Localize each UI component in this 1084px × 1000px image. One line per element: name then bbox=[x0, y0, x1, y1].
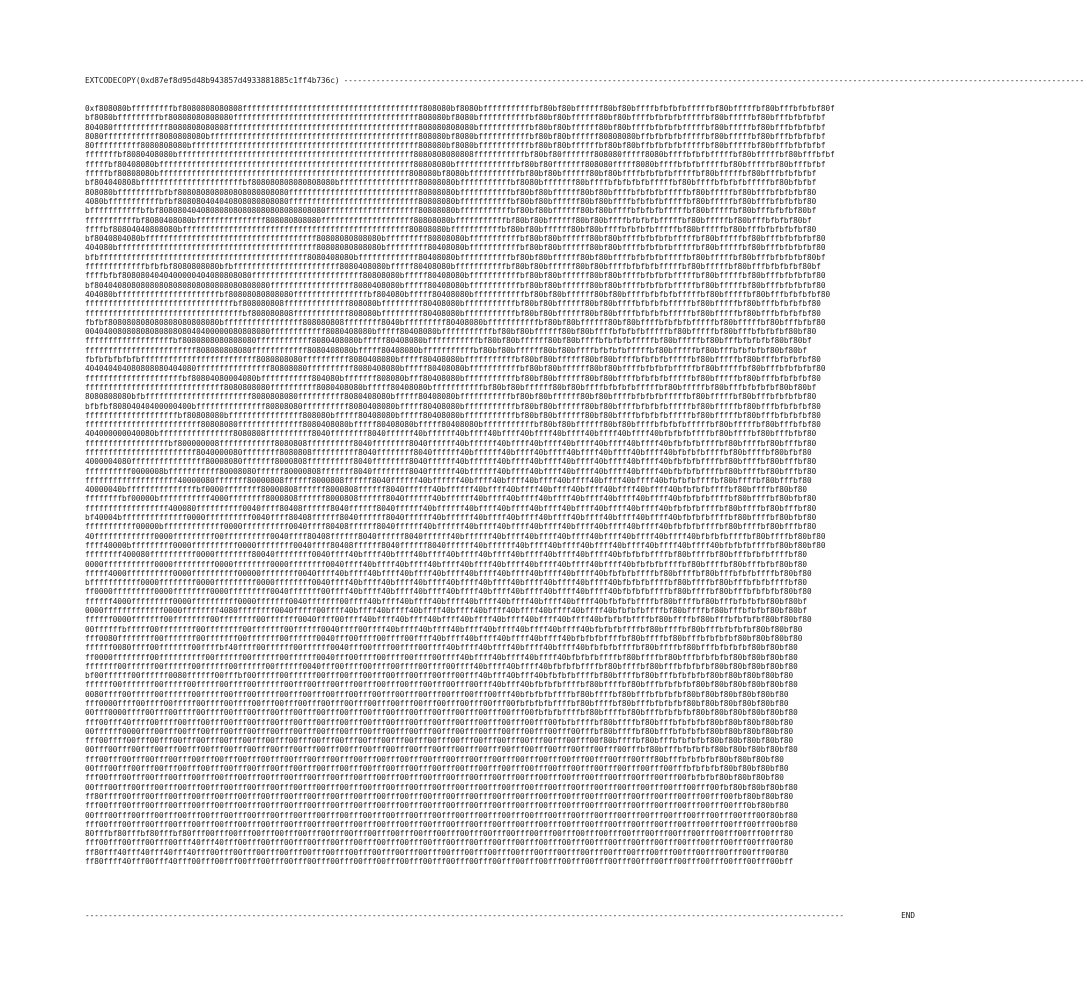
hex-line: ffffbf80804040808080bfffffffffffffffffffffffffffffffffffffffffffffffff80808080bfffffffffffbf80bf80bffffff80bf80bffffbfbfbfbfffffbf80bfffffbf80bfffbfbfbfbfbf80 bbox=[85, 224, 817, 234]
hex-line: fffffffffff00000bfffffffffffff0000ffffffffff0040ffff80408ffffff8040ffffff40bffffff40bffff40bffff40bffff40bffff40bffff40bffff40bfbfbfbffffbf80bffffbf80bfffbf80 bbox=[85, 522, 817, 532]
hex-line: 80ffffffffff8080808080bfffffffffffffffffffffffffffffffffffffffffffffffff808080bf8080bfffffffffffbf80bf80bffffffbf80bf80bffbfbfbfbfffffbf80bfffffbf80bfffbfbfbfbf bbox=[85, 141, 826, 151]
hex-line: ffffff4000fffffffff0000ffffffffff0000fffffff0040fffffff00ffff40bffff40bffff40bffff40bffff40bffff40bffff40bffff40bfbfbfbffffbf80bffffbf80bfffbfbfbfbf80bf80bf bbox=[85, 596, 808, 606]
hex-line: 0xf808080bfffffffffbf8080808080808fffffffffffffffffffffffffffffffffffffff808080bf8080bfffffffffffbf80bf80bffffff80bf80bffffbfbfbfbfffffbf80bfffffbf80bfffbfbfbf80f bbox=[85, 104, 835, 113]
end-label: END bbox=[901, 911, 915, 920]
hex-line: bfbfffffffffffffffffffffffffffffffffffffffffffff8080408080bfffffffffffff80408080bfffffffffffbf80bf80bffffff80bf80bffffbfbfbfbfffffbf80bfffffbf80bfffbfbfbfbf80bf bbox=[85, 252, 826, 262]
hex-line: bf80404080808080808080808080808080808080ffffffffffffffffff8080408080bfffff80408080bfffffffffffbf80bf80bffffff80bf80bffffbfbfbfbfffffbf80bfffffbf80bfffbfbfbfbf80 bbox=[85, 280, 826, 290]
hex-line: 8080ffffffffffff8080808080bfffffffffffffffffffffffffffffffffffffffffffff808080bf8080bfffffffffffbf80bf80bffffff80808080bffbfbfbfbfffffbf80bfffffbf80bfffbfbfbfbf bbox=[85, 131, 826, 141]
hex-line: bfffffffffffbfbf808080404080808080808080808080808080ffffffffffffffffffff80808080bfffffffffffbf80bf80bffffff80bf80bffffbfbfbfbfffffbf80bfffffbf80bfffbfbfbf80bf bbox=[85, 206, 817, 216]
hex-line: ffffffffff0000008bfffffffffff80008080ffffff80000808fffffff8040ffffffff8040ffffff40bffffff40bffff40bffff40bffff40bffff40bffff40bfbfbfbffffbf80bffffbf80bfffbf80 bbox=[85, 466, 817, 476]
hex-line: bfffffffffff0000ffffffff0000fffffffff0000ffffffff0040ffff40bffff40bffff40bffff40bffff40bffff40bffff40bffff40bffff40bfbfbfbffffbf80bffffbf80bfffbfbfbffffbf80 bbox=[85, 578, 808, 588]
hex-line: fbfbfbfbfbfbfffffffffffffffffffffffff8080808080ffffffffff8080408080bfffff80408080bfffffffffffbf80bf80bffffff80bf80bffffbfbfbfbfffffbf80bfffffbf80bfffbfbfbfbf80 bbox=[85, 355, 821, 365]
hex-line: fff00fff00fff00fff00fff00fff00fff00fff00fff00fff00fff00fff00fff00fff00fff00fff00fff00fff00fff00fff00fff00fff00fff00fff00fff00fff00fbfbfbf80bf80bf80bf80 bbox=[85, 773, 784, 783]
header-rule: ---------------------------------------------------------------------------------------------------------------------------------------------------------------- bbox=[343, 76, 1084, 85]
hex-line: 40000040bfffffffffffffffbf0000ffffffff80000808ffffff8000808ffffff8040ffffff40bffffff40bffff40bffff40bffff40bffff40bffff40bffff40bfbfbfbffffbf80bffffbf80bf80 bbox=[85, 485, 808, 495]
hex-line: fff0000ffff00ffff00fffff00ffff00ffff00fff00fff00fff00fff00fff00fff00fff00fff00fff00fff00fff00fbfbfbfbffffbf80bffffbf80bfffbfbfbfbf80bf80bf80bf80bf80bf80 bbox=[85, 699, 789, 708]
hex-line: 4000004080ffffffffffffffff80008080fffffff8000808ffffffffff8040ffffffff8040ffffff40bffffff40bffff40bffff40bffff40bffff40bffff40bfbfbfbffffbf80bffffbf80bfffbf80 bbox=[85, 457, 817, 467]
hex-line: fffffffffffffffffffbf8080808080808080ffffffffffff8080408080bfffff80408080bfffffffffffbf80bf80bffffff80bf80bffffbfbfbfbfffffbf80bfffffbf80bfffbfbfbfbf80bf80bf bbox=[85, 336, 812, 346]
hex-line: fffff4000ffffffffff0000ffffffffff00000ffffffff0040ffff40bffff40bffff40bffff40bffff40bffff40bffff40bffff40bffff40bfbfbfbffffbf80bffffbf80bfffbfbfbffffbf80bf80 bbox=[85, 568, 812, 578]
hex-line: 404080bffffffffffffffffffffffbf80808080808080ffffffffffffffffbf804080bfffff80408080bfffffffffffbf80bf80bffffff80bf80bffffbfbfbfbfffffbf80bfffffbf80bfffbfbfbfbf80 bbox=[85, 289, 831, 299]
hex-line: 8080808080bfbfffffffffffffffffffffff8080808080ffffffffff8080408080bfffff80408080bfffffffffffbf80bf80bffffff80bf80bffffbfbfbfbfffffbf80bfffffbf80bfffbfbfbfbf80 bbox=[85, 392, 817, 402]
hex-line: ffffffffffffffffffffbf80808080bffffffffffffffff808080bfffff80408080bfffff80408080bfffffffffffbf80bf80bffffff80bf80bffffbfbfbfbfffffbf80bfffffbf80bfffbfbfbfbf80 bbox=[85, 410, 821, 420]
hex-line: ff80fff40fff40fff40fff40fff00fff00fff00fff00fff00fff00fff00fff00fff00fff00fff00fff00fff00fff00fff00fff00fff00fff00fff00fff00fff00fff00fff00fff00fff00f80 bbox=[85, 847, 789, 857]
bytecode-dump bbox=[85, 76, 1084, 867]
hex-line: fbfbf808080808080808080808080bfffffffffffffffff808080808ffffffff8040bfffffffff80408080bfffffffffffbf80bf80bffffff80bf80bffffbfbfbfbfffffbf80bfffffbf80bfffbfbf80 bbox=[85, 317, 826, 327]
hex-line: 0080ffff00fffff00ffffff00fffff00fff00fffff00fff00fff00fff00fff00fff00fff00fff00fff00fff00fff40bfbfbfbffffbf80bffffbf80bfffbfbfbfbf80bf80bf80bf80bf80bf80 bbox=[85, 689, 789, 699]
hex-line: fff00fff00fff00fff00fff00fff00fff00fff00fff00fff00fff00fff00fff00fff00fff00fff00fff00fff00fff00fff00fff00fff00fff00fff00fff00fff00fff00fff00fff00fff00bf80 bbox=[85, 819, 798, 829]
hex-line: fffffffffffbf8080408080bfffffffffffffff808080808080ffffffffffffffffffff80808080bfffffffffffbf80bf80bffffff80bf80bffffbfbfbfbfffffbf80bfffffbf80bfffbfbfbf80bf bbox=[85, 215, 812, 225]
hex-block bbox=[85, 104, 915, 866]
hex-line: ffffbfbf8080804040400000404080808080ffffffffffffffffffffffff80808080bfffff80408080bfffffffffffbf80bf80bffffff80bf80bffffbfbfbfbfffffbf80bfffffbf80bfffbfbfbfbf80 bbox=[85, 271, 826, 281]
hex-line: ffffffffffffffffffffffffffffff8080808080ffffffffff8080408080bfffff80408080bfffffffffffbf80bf80bffffff80bf80bffffbfbfbfbfffffbf80bfffffbf80bfffbfbfbfbf80bf80bf bbox=[85, 382, 817, 392]
hex-line: fffffffffffffbfbfbf8080808080bfbfffffffffffffffffffffff8080408080bfffff80408080bfffffffffffbf80bf80bffffff80bf80bffffbfbfbfbfffffbf80bfffffbf80bfffbfbfbfbf80bf bbox=[85, 262, 821, 272]
hex-line: ff0000fffffffff0000ffffffff0000fffffffff0040fffffff00ffff40bffff40bffff40bffff40bffff40bffff40bffff40bffff40bffff40bfbfbfbffffbf80bffffbf80bfffbfbfbfbf80bf80 bbox=[85, 587, 812, 597]
hex-line: fff0080ffffffff00fffffff00fffffff00fffffff00ffffff0040fff00ffff00ffff00ffff40bffff40bffff40bffff40bffff40bfbfbfbffffbf80bffffbf80bfffbfbfbfbf80bf80bf80bf80 bbox=[85, 633, 803, 643]
hex-line: fffffffffffffffffffffffff80808080ffffffffffffff8080408080bfffff80408080bfffff80408080bfffffffffffbf80bf80bffffff80bf80bffffbfbfbfbfffffbf80bfffffbf80bfffbfbf80 bbox=[85, 420, 821, 430]
hex-line: ff80ffff00fff00fff00fff00fff00fff00fff00fff00fff00fff00fff00fff00fff00fff00fff00fff00fff00fff00fff00fff00fff00fff00fff00fff00fff00fff00fff00fbf80bf80bf80 bbox=[85, 791, 794, 801]
hex-line: 404080bfffffffffffffffffffffffffffffffffffffffffff80808080808080bfffffffff80408080bfffffffffffbf80bf80bffffff80bf80bffffbfbfbfbfffffbf80bfffffbf80bfffbfbfbfbf80 bbox=[85, 243, 826, 253]
hex-line: 0000fffffffffffff0000ffffffff4080ffffffff0040fffff00ffff40bffff40bffff40bffff40bffff40bffff40bffff40bffff40bffff40bfbfbfbffffbf80bffffbf80bfffbfbfbf80bf80bf bbox=[85, 606, 808, 616]
hex-line: 0000fffffffffff0000fffffffff0000ffffffff0000ffffffff0040ffff40bffff40bffff40bffff40bffff40bffff40bffff40bffff40bffff40bfbfbfbffffbf80bffffbf80bfffbfbf80bf80 bbox=[85, 559, 808, 569]
hex-line: bf804040808bffffffffffffffffffffffbf808080808080808080bfffffffffffffffff80808080bfffffffffffbf8080bfffffff80bffffbfbfbfbfbfffffbf80bffffbfbfbfbfffffbf80bfbfbf bbox=[85, 178, 817, 188]
dump-header bbox=[85, 76, 1084, 86]
hex-line: 00fff00fff00fff00fff00fff00fff00fff00fff00fff00fff00fff00fff00fff00fff00fff00fff00fff00fff00fff00fff00fff00fff00fff00fff00fff00fff00fff00fbf80bf80bf80bf80 bbox=[85, 782, 798, 792]
hex-line: ffffffffffffffffffffffff808080808080ffffffffffff8080408080bfffff80408080bfffffffffffbf80bf80bffffff80bf80bffffbfbfbfbfffffbf80bfffffbf80bfffbfbfbfbf80bf80bf bbox=[85, 345, 808, 355]
hex-line: ffffff0000fffffff00ffffffff00ffffffff00fffffff0040ffff00ffff40bffff40bffff40bffff40bffff40bffff40bffff40bffff40bfbfbfbffffbf80bffffbf80bfffbfbfbfbf80bf80bf80 bbox=[85, 615, 812, 625]
hex-line: fff00fff40ffff00ffff00fff00fff00fff00fff00fff00fff00fff00fff00fff00fff00fff00fff00fff00fff00fff00fff00fbfbffffbf80bffffbf80bfffbfbfbfbf80bf80bf80bf80bf80 bbox=[85, 717, 794, 727]
hex-line: ffffffffbf00000bfffffffffff4000ffffffff8000808ffffff8000808ffffff8040ffffff40bffffff40bffff40bffff40bffff40bffff40bffff40bffff40bfbfbfbffffbf80bffffbf80bfbf80 bbox=[85, 494, 817, 504]
hex-line: ff80ffff40fff00fff40fff00fff00fff00fff00fff00fff00fff00fff00fff00fff00fff00fff00fff00fff00fff00fff00fff00fff00fff00fff00fff00fff00fff00fff00fff00fff00bff bbox=[85, 857, 794, 867]
hex-line: ffffff00fffffff00fffff00fffff00ffff00ffffff00fff00fff00fff00fff00fff00fff00fff00fff00fff40bfff40bfbfbfbffffbf80bffffbf80bfffbfbfbfbf80bf80bf80bf80bf80bf80 bbox=[85, 680, 798, 690]
hex-line: 404040404080808080404080ffffffffffffffff80808080ffffffffff8080408080bfffff80408080bfffffffffffbf80bf80bffffff80bf80bffffbfbfbfbfffffbf80bfffffbf80bfffbfbfbfbf80 bbox=[85, 364, 826, 374]
hex-line: fffffffffffffffffffffbf80804080004080bfffffffffff804080bfffffff808080bfff80408080bfffffffffffbf80bf80bffffff80bf80bffffbfbfbfbfffffbf80bfffffbf80bfffbfbfbfbf80 bbox=[85, 373, 821, 383]
hex-line: fff00fff00fff00fff00fff40fff40fff00fff00fff00fff00fff00fff00fff00fff00fff00fff00fff00fff00fff00fff00fff00fff00fff00fff00fff00fff00fff00fff00fff00fff00f80 bbox=[85, 838, 794, 848]
hex-line: ffffffff400080ffffffffff0000ffffffff80040ffffffff0040ffff40bffff40bffff40bffff40bffff40bffff40bffff40bffff40bffff40bfbfbfbffffbf80bffffbf80bfffbfbfbffffbf80 bbox=[85, 550, 808, 560]
hex-line: 00fff0000ffff00fff00ffff00ffff00fff00fff00fff00fff00fff00fff00fff00fff00fff00fff00fff00fff00fff00fbfbfbffffbf80bffffbf80bfffbfbfbfbf80bf80bf80bf80bf80bf80 bbox=[85, 708, 798, 718]
hex-line: bf8080bfffffffffbf80808080808080ffffffffffffffffffffffffffffffffffffffff808080bf8080bfffffffffffbf80bf80bffffff80bf80bffffbfbfbfbfffffbf80bfffffbf80bfffbfbfbfbf bbox=[85, 113, 826, 123]
hex-line: ffffff0080ffff00fffffff00ffffbf40ffff00ffffff00ffffff0040fff00ffff00ffff00ffff40bffff40bffff40bffff40bffff40bfbfbfbffffbf80bffffbf80bfffbfbfbfbf80bf80bf80 bbox=[85, 643, 798, 653]
hex-line: 00fff00fff00fff00fff00fff00fff00fff00fff00fff00fff00fff00fff00fff00fff00fff00fff00fff00fff00fff00fff00fff00fff00fff00fff00fff00fffbfbfbfbf80bf80bf80bf80 bbox=[85, 764, 789, 774]
hex-line: ffff40000bfffffffff0000ffffffffff0000ffffffff0040ffff80408ffffff8040ffffff8040ffffff40bffffff40bffff40bffff40bffff40bffff40bffff40bffff40bfbfbfbffffbf80bf80bf80 bbox=[85, 540, 826, 550]
hex-line: 00fff00fff00fff00fff00fff00fff00fff00fff00fff00fff00fff00fff00fff00fff00fff00fff00fff00fff00fff00fff00fff00fff00fff00fffbf80bfffbfbfbfbf80bf80bf80bf80bf80 bbox=[85, 745, 798, 755]
hex-line: 00fff00fff00fff00fff00fff00fff00fff00fff00fff00fff00fff00fff00fff00fff00fff00fff00fff00fff00fff00fff00fff00fff00fff00fff00fff00fff00fff00fff00fff00f80bf80 bbox=[85, 810, 798, 820]
hex-line: fff00fff00fff00fff00fff00fff00fff00fff00fff00fff00fff00fff00fff00fff00fff00fff00fff00fff00fff00fff00fff00fff00fff00fff00fff00fff00fff00fff00fff0bf80bf80 bbox=[85, 801, 789, 811]
hex-line: ffffffffffffffffffff40000080fffffff80000808ffffff8000808ffffff8040ffffff40bffffff40bffff40bffff40bffff40bffff40bffff40bffff40bfbfbfbffffbf80bffffbf80bfffbf80 bbox=[85, 475, 812, 485]
hex-line: ffffffffffffffffffffffffffffffffbf808080808ffffffffffffff808080bfffffffff80408080bfffffffffffbf80bf80bffffff80bf80bffffbfbfbfbfffffbf80bfffffbf80bfffbfbfbfbf80 bbox=[85, 299, 821, 309]
hex-line: 40fffffffffffff0000fffffffff00ffffffffff0040ffff80408ffffff8040ffffff8040ffffff40bffffff40bffff40bffff40bffff40bffff40bffff40bffff40bfbfbfbffffbf80bffffbf80bf80 bbox=[85, 531, 826, 541]
hex-line: ffffffffffffffffffbf800000008ffffffffffff8080808ffffffffff8040ffffffff8040ffffff40bffffff40bffff40bffff40bffff40bffff40bffff40bfbfbfbffffbf80bffffbf80bfffbf80 bbox=[85, 438, 817, 448]
hex-line: 808080bfffffffffbfbf808080808080808080808080ffffffffffffffffffffffffffff80808080bfffffffffffbf80bf80bffffff80bf80bffffbfbfbfbfffffbf80bfffffbf80bfffbfbfbfbf80 bbox=[85, 187, 817, 197]
footer-rule: -------------------------------------------------------------------------------------------------------------------------------------------------------------------- bbox=[85, 911, 845, 920]
dump-footer bbox=[85, 911, 915, 921]
hex-line: fff00fff00fff00fff00fff00fff00fff00fff00fff00fff00fff00fff00fff00fff00fff00fff00fff00fff00fff00fff00fff00fff00fff00fff00fff80bfffbfbfbfbf80bf80bf80bf80 bbox=[85, 754, 784, 764]
hex-line: ff0000ffffffff00ffffffffff00ffffff00ffffff00ffffff0040fff00ffff00ffff00ffff00ffff40bffff40bffff40bffff40bfbfbfbffffbf80bffffbf80bfffbfbfbfbf80bf80bf80bf80 bbox=[85, 652, 798, 662]
hex-line: 80fffbf80fffbf80fffbf80fff00fff00fff00fff00fff00fff00fff00fff00fff00fff00fff00fff00fff00fff00fff00fff00fff00fff00fff00fff00fff00fff00fff00fff00fff00fff80 bbox=[85, 829, 794, 839]
hex-line: 0040400808080808080808040400000080808080ffffffffffff8080408080bfffff80408080bfffffffffffbf80bf80bffffff80bf80bffffbfbfbfbfffffbf80bfffffbf80bfffbfbfbfbf80bf80 bbox=[85, 327, 817, 337]
hex-line: 404000000040080bffffffffffffffff8080808ffffffffff8040ffffffff8040ffffff40bffffff40bffff40bffff40bffff40bffff40bffff40bffff40bfbfbfbffffbf80bffffbf80bfffbfbf80 bbox=[85, 429, 817, 439]
hex-line: fffffff00ffffff00ffffff00ffffff00ffffff00ffffff0040fff00ffff00ffff00ffff00ffff00ffff40bffff40bffff40bfbfbfbffffbf80bffffbf80bfffbfbfbfbf80bf80bf80bf80bf80 bbox=[85, 661, 798, 671]
dump-title: EXTCODECOPY(0xd87ef8d95d48b943857d4933881885c1ff4b736c) bbox=[85, 76, 340, 85]
hex-line: 4080bfffffffffffbfbf808080404040808080808080ffffffffffffffffffffffffffff80808080bfffffffffffbf80bf80bffffff80bf80bffffbfbfbfbfffffbf80bfffffbf80bfffbfbfbfbf80 bbox=[85, 196, 817, 206]
hex-line: ffffffffffffffffffffffff8040000080ffffffff8080808ffffffffff8040ffffffff8040ffffff40bffffff40bffff40bffff40bffff40bffff40bffff40bfbfbfbffffbf80bffffbf80bfbf80 bbox=[85, 447, 812, 457]
hex-line: fffffbf80808080bffffffffffffffffffffffffffffffffffffffffffffffffffffff808080bf8080bfffffffffffbf80bf80bffffff80bf80bffffbfbfbfbfffffbf80bfffffbf80bfffbfbfbfbf bbox=[85, 169, 817, 179]
hex-line: ffffffffffffffffffffffffffffffffffbf808080808ffffffffffff808080bfffffffff80408080bfffffffffffbf80bf80bffffff80bf80bffffbfbfbfbfffffbf80bfffffbf80bfffbfbfbfbf80 bbox=[85, 308, 821, 318]
hex-line: 00ffffffbfffff00ffffffff00ffffffff00fffffff00ffffff0040ffff00ffff40bffff40bffff40bffff40bffff40bffff40bffff40bfbfbfbffffbf80bffffbf80bfffbfbfbfbf80bf80bf80 bbox=[85, 624, 803, 634]
hex-line: bf40004bffffffffffffff0000ffffffffff0040ffff80408ffffff8040ffffff8040ffffff40bffffff40bffff40bffff40bffff40bffff40bffff40bffff40bfbfbfbffffbf80bffffbf80bfbf80 bbox=[85, 513, 817, 523]
hex-line: bf8040804080bfffffffffffffffffffffffffffffffffffff80808080808080bfffffffff80808080bfffffffffffbf80bf80bffffff80bf80bffffbfbfbfbfffffbf80bfffffbf80bfffbfbfbfbf80 bbox=[85, 234, 826, 244]
hex-line: fffffbf80408080bfffffffffffffffffffffffffffffffffffffffffffffffffffffff80808080bfffffffffffffbf80bf80fffffff808080fffff8080bffffbfbfbfffffbf80bfffffbf80bfffbfbf bbox=[85, 159, 826, 169]
hex-line: 00ffffff0000fff00fff00fff00fff00fff00fff00fff00fff00fff00fff00fff00fff00fff00fff00fff00fff00fff00fff00fff00fffbf80bffffbf80bfffbfbfbfbf80bf80bf80bf80bf80 bbox=[85, 726, 794, 736]
hex-line: fffffffbf8080408080bfffffffffffffffffffffffffffffffffffffffffffffffffff8080808080808fffffffffffbf80bf80fffffff808080fffff8080bffffbfbfbfffffbf80bfffffbf80bfffbfbf bbox=[85, 150, 835, 160]
hex-line: bfbfbf80804040400000400bfffffffffffffff80808080ffffffffff8080408080bfffff80408080bfffffffffffbf80bf80bffffff80bf80bffffbfbfbfbfffffbf80bfffffbf80bfffbfbfbfbf80 bbox=[85, 401, 821, 411]
hex-line: fff00ffff00fff00fff00fff00fff00fff00fff00fff00fff00fff00fff00fff00fff00fff00fff00fff00fff00fff00fff00fff00fff00f80bffffbf80bfffbfbfbfbf80bf80bf80bf80bf80 bbox=[85, 736, 794, 746]
hex-line: 804080ffffffffffff8080808080808fffffffffffffffffffffffffffffffffffffffff808080808080bfffffffffffbf80bf80bffffff80bf80bffffbfbfbfbfffffbf80bfffffbf80bfffbfbfbfbf bbox=[85, 122, 826, 132]
hex-line: bf00ffffff00ffffff0080ffffff00fffbf00fffff00ffffff00fff00fff00fff00fff00fff00fff00fff40bfff40bfff40bfbfbfbffffbf80bffffbf80bfffbfbfbfbf80bf80bf80bf80bf80 bbox=[85, 671, 794, 681]
hex-line: ffffffffffffffffff400080ffffffffff0040ffff80408ffffff8040ffffff8040ffffff40bffffff40bffff40bffff40bffff40bffff40bffff40bffff40bfbfbfbffffbf80bffffbf80bfffbf80 bbox=[85, 503, 817, 513]
